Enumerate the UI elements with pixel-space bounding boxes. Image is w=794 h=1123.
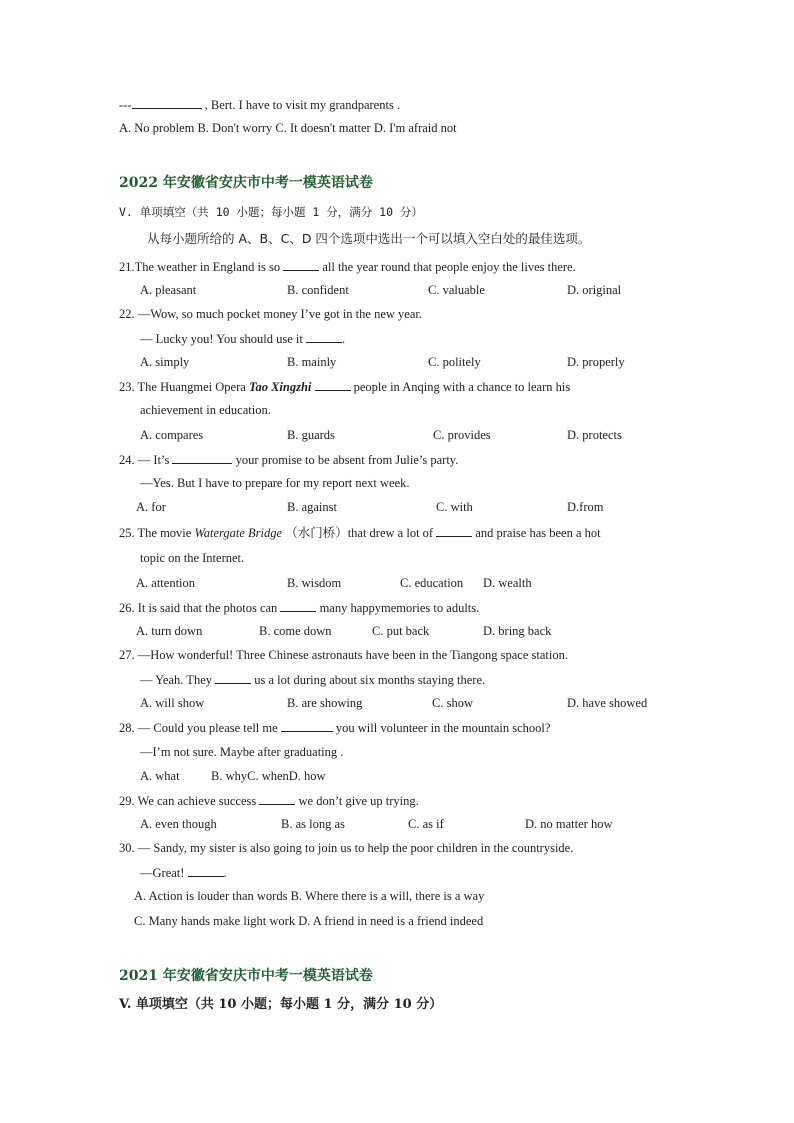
- question-22-reply: — Lucky you! You should use it .: [140, 332, 346, 346]
- option-d: D. wealth: [483, 576, 532, 590]
- question-30-options-cd: C. Many hands make light work D. A friend in need is a friend indeed: [134, 914, 484, 928]
- question-30-reply: —Great! .: [140, 866, 227, 880]
- option-d: D.from: [567, 500, 604, 514]
- question-24-reply: —Yes. But I have to prepare for my report next week.: [140, 476, 410, 490]
- option-a: A. for: [136, 500, 166, 514]
- intro-options: A. No problem B. Don't worry C. It doesn't matter D. I'm afraid not: [119, 121, 457, 135]
- answer-blank: [172, 451, 232, 464]
- question-27: 27. —How wonderful! Three Chinese astronauts have been in the Tiangong space station.: [119, 648, 568, 662]
- option-c: C. education: [400, 576, 464, 590]
- question-28: 28. — Could you please tell me you will volunteer in the mountain school?: [119, 721, 551, 735]
- answer-blank: [436, 524, 472, 537]
- intro-question: --- , Bert. I have to visit my grandparents .: [119, 98, 401, 112]
- option-b: B. guards: [287, 428, 335, 442]
- exam-2022-title: 2022 年安徽省安庆市中考一模英语试卷: [119, 175, 373, 191]
- option-a: A. even though: [140, 817, 217, 831]
- answer-blank: [259, 792, 295, 805]
- option-a: A. turn down: [136, 624, 203, 638]
- option-b: B. wisdom: [287, 576, 342, 590]
- answer-blank: [281, 719, 333, 732]
- option-bcd: B. whyC. whenD. how: [211, 769, 326, 783]
- question-26: 26. It is said that the photos can many happymemories to adults.: [119, 601, 480, 615]
- option-b: B. against: [287, 500, 337, 514]
- option-c: C. as if: [408, 817, 444, 831]
- answer-blank: [306, 330, 342, 343]
- answer-blank: [315, 378, 351, 391]
- answer-blank: [283, 258, 319, 271]
- question-30-options-ab: A. Action is louder than words B. Where there is a will, there is a way: [134, 889, 485, 903]
- option-b: B. mainly: [287, 355, 337, 369]
- question-23-cont: achievement in education.: [140, 403, 271, 417]
- question-23: 23. The Huangmei Opera Tao Xingzhi people in Anqing with a chance to learn his: [119, 380, 571, 394]
- option-a: A. pleasant: [140, 283, 197, 297]
- option-b: B. confident: [287, 283, 349, 297]
- question-30: 30. — Sandy, my sister is also going to join us to help the poor children in the countryside.: [119, 841, 574, 855]
- option-c: C. politely: [428, 355, 481, 369]
- exam-2021-title: 2021 年安徽省安庆市中考一模英语试卷: [119, 968, 373, 984]
- option-a: A. compares: [140, 428, 204, 442]
- option-b: B. as long as: [281, 817, 345, 831]
- question-25-cont: topic on the Internet.: [140, 551, 245, 565]
- option-c: C. put back: [372, 624, 430, 638]
- option-d: D. original: [567, 283, 622, 297]
- option-a: A. will show: [140, 696, 205, 710]
- option-a: A. attention: [136, 576, 196, 590]
- option-a: A. simply: [140, 355, 190, 369]
- option-b: B. are showing: [287, 696, 363, 710]
- answer-blank: [188, 864, 224, 877]
- exam-2022-section: V. 单项填空（共 10 小题；每小题 1 分，满分 10 分）: [119, 205, 423, 219]
- question-22: 22. —Wow, so much pocket money I’ve got in the new year.: [119, 307, 422, 321]
- option-d: D. properly: [567, 355, 625, 369]
- option-d: D. no matter how: [525, 817, 613, 831]
- option-d: D. protects: [567, 428, 622, 442]
- question-24: 24. — It’s your promise to be absent from Julie’s party.: [119, 453, 459, 467]
- answer-blank: [215, 671, 251, 684]
- question-25: 25. The movie Watergate Bridge （水门桥）that drew a lot of and praise has been a hot: [119, 526, 601, 540]
- option-c: C. valuable: [428, 283, 485, 297]
- option-c: C. with: [436, 500, 473, 514]
- exam-2022-instruction: 从每小题所给的 A、B、C、D 四个选项中选出一个可以填入空白处的最佳选项。: [147, 231, 591, 246]
- question-28-reply: —I’m not sure. Maybe after graduating .: [140, 745, 344, 759]
- option-a: A. what: [140, 769, 180, 783]
- exam-2021-section: V. 单项填空（共 10 小题；每小题 1 分，满分 10 分）: [119, 997, 443, 1012]
- option-c: C. show: [432, 696, 473, 710]
- option-c: C. provides: [433, 428, 491, 442]
- answer-blank: [132, 96, 202, 109]
- option-b: B. come down: [259, 624, 332, 638]
- question-21: 21.The weather in England is so all the year round that people enjoy the lives there.: [119, 260, 576, 274]
- question-29: 29. We can achieve success we don’t give up trying.: [119, 794, 419, 808]
- question-27-reply: — Yeah. They us a lot during about six months staying there.: [140, 673, 486, 687]
- answer-blank: [280, 599, 316, 612]
- option-d: D. have showed: [567, 696, 648, 710]
- option-d: D. bring back: [483, 624, 552, 638]
